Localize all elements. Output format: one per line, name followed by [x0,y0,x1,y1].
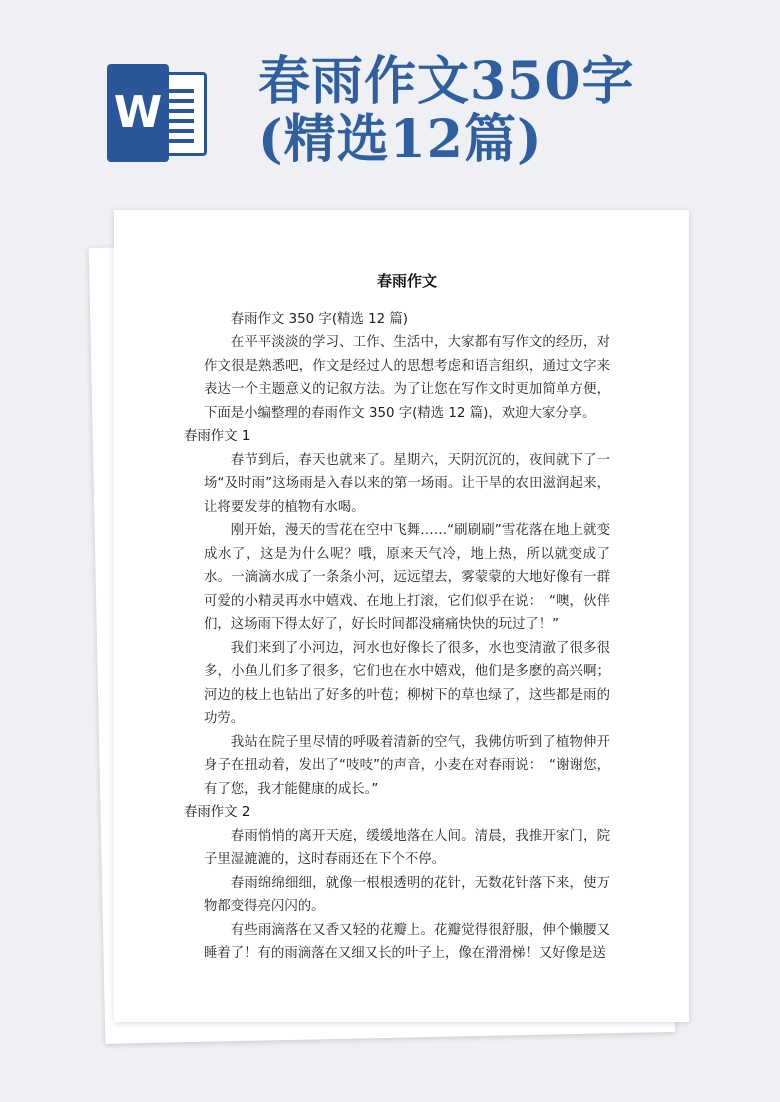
paragraph: 春雨绵绵细细，就像一根根透明的花针，无数花针落下来，使万物都变得亮闪闪的。 [204,875,610,914]
word-doc-icon [107,64,211,162]
paragraph: 我们来到了小河边，河水也好像长了很多，水也变清澈了很多很多，小鱼儿们多了很多，它们也在水中嬉戏，他们是多麽的高兴啊；河边的枝上也钻出了好多的叶苞；柳树下的草也绿了，这些都是雨的功劳。 [204,640,610,726]
header [0,0,780,200]
page-title-line-2: (精选12篇) [258,109,543,170]
paragraph: 我站在院子里尽情的呼吸着清新的空气，我佛仿听到了植物伸开身子在扭动着，发出了“吱吱”的声音，小麦在对春雨说： “谢谢您，有了您，我才能健康的成长。” [204,734,610,797]
document-paragraphs [184,308,610,966]
section-heading: 春雨作文 1 [184,429,251,444]
word-letter-badge: W [107,64,169,162]
paragraph: 有些雨滴落在又香又轻的花瓣上。花瓣觉得很舒服，伸个懒腰又睡着了！有的雨滴落在又细又长的叶子上，像在滑滑梯！又好像是送 [204,922,610,961]
paragraph: 春雨作文 350 字(精选 12 篇) [230,311,408,327]
page-title-line-1: 春雨作文350字 [258,51,635,112]
paragraph: 春节到后，春天也就来了。星期六，天阴沉沉的，夜间就下了一场“及时雨”这场雨是入春以来的第一场雨。让干旱的农田滋润起来，让将要发芽的植物有水喝。 [204,452,610,515]
document-title: 春雨作文 [376,272,437,290]
document-page [114,210,689,1022]
section-heading: 春雨作文 2 [184,805,251,820]
document-content [184,270,610,966]
paragraph: 春雨悄悄的离开天庭，缓缓地落在人间。清晨，我推开家门，院子里湿漉漉的，这时春雨还在下个不停。 [204,828,610,867]
paragraph: 刚开始，漫天的雪花在空中飞舞……“刷刷刷”雪花落在地上就变成水了，这是为什么呢？哦，原来天气冷，地上热，所以就变成了水。一滴滴水成了一条条小河，远远望去，雾蒙蒙的大地好像有一群可爱的小精灵再水中嬉戏、在地上打滚，它们似乎在说： “噢，伙伴们，这场雨下得太好了，好长时间都没痛痛快快的玩过了！” [204,523,610,632]
paragraph: 在平平淡淡的学习、工作、生活中，大家都有写作文的经历，对作文很是熟悉吧，作文是经过人的思想考虑和语言组织，通过文字来表达一个主题意义的记叙方法。为了让您在写作文时更加简单方便，下面是小编整理的春雨作文 350 字(精选 12 篇)，欢迎大家分享。 [204,335,610,421]
